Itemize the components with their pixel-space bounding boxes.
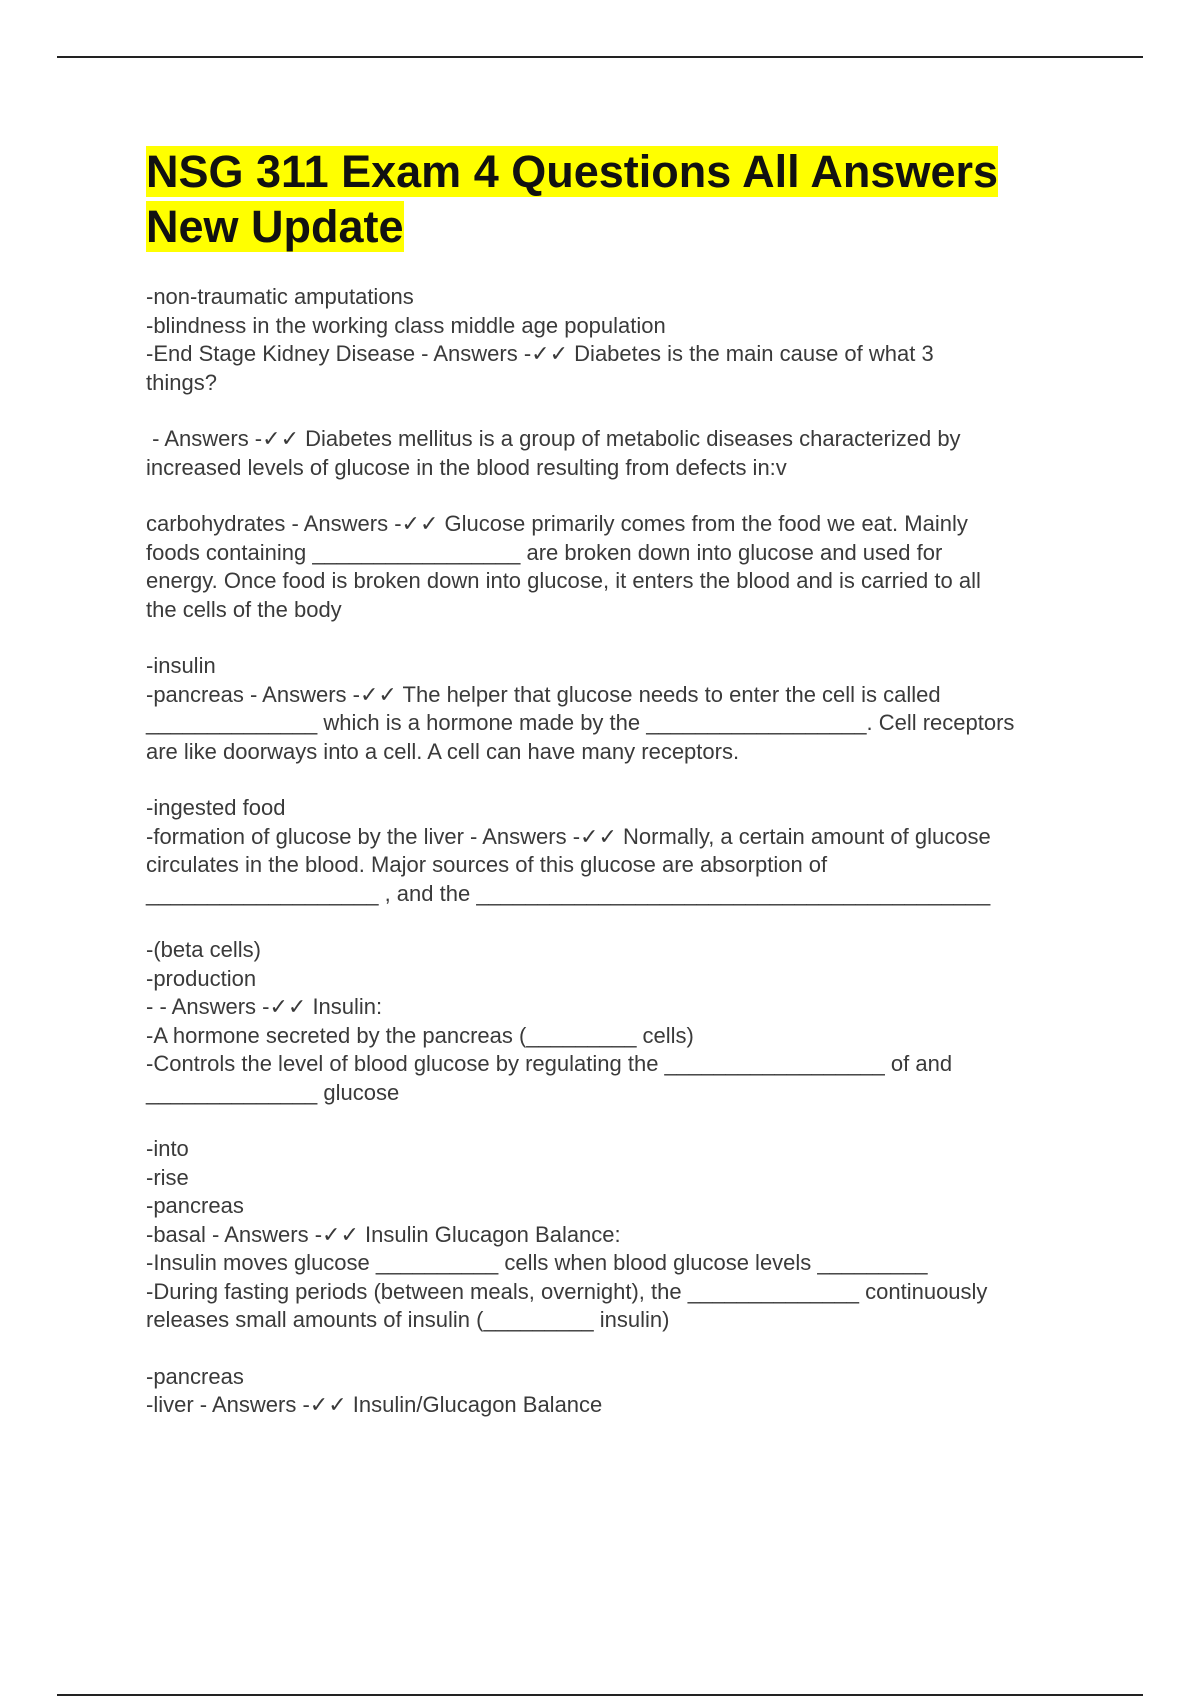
text-line: circulates in the blood. Major sources of this glucose are absorption of xyxy=(146,852,828,877)
text-line: -production xyxy=(146,965,257,991)
text-line: foods containing _________________ are broken down into glucose and used for xyxy=(146,539,943,565)
text-line: -A hormone secreted by the pancreas (_________ cells) xyxy=(146,1022,694,1048)
bottom-rule xyxy=(57,1694,1143,1696)
text-line: -Insulin moves glucose __________ cells when blood glucose levels _________ xyxy=(146,1250,928,1275)
text-line: -During fasting periods (between meals, overnight), the ______________ continuously xyxy=(146,1278,988,1304)
text-line: -End Stage Kidney Disease - Answers -✓✓ Diabetes is the main cause of what 3 xyxy=(146,341,934,366)
text-line: -insulin xyxy=(146,653,216,678)
qa-block xyxy=(146,652,1086,766)
title-line: NSG 311 Exam 4 Questions All Answers xyxy=(146,146,999,197)
text-line: -pancreas xyxy=(146,1193,244,1218)
qa-block xyxy=(146,936,1086,1107)
qa-block xyxy=(146,283,1086,397)
text-line: the cells of the body xyxy=(146,596,342,622)
qa-block xyxy=(146,1135,1086,1335)
top-rule xyxy=(57,56,1143,58)
title-line: New Update xyxy=(146,201,404,252)
text-line: ___________________ , and the __________________________________________ xyxy=(146,880,991,906)
text-line: things? xyxy=(146,369,217,395)
text-line: -(beta cells) xyxy=(146,937,261,962)
text-line: carbohydrates - Answers -✓✓ Glucose primarily comes from the food we eat. Mainly xyxy=(146,511,968,536)
qa-block xyxy=(146,1363,1086,1420)
text-line: -pancreas - Answers -✓✓ The helper that glucose needs to enter the cell is called xyxy=(146,681,941,707)
text-line: -into xyxy=(146,1136,189,1161)
text-line: -ingested food xyxy=(146,795,286,820)
text-line: ______________ which is a hormone made by the __________________. Cell receptors xyxy=(146,710,1015,735)
text-line: -Controls the level of blood glucose by regulating the __________________ of and xyxy=(146,1051,953,1076)
qa-block xyxy=(146,510,1086,624)
qa-block xyxy=(146,425,1086,482)
text-line: -non-traumatic amputations xyxy=(146,284,414,309)
text-line: - Answers -✓✓ Diabetes mellitus is a group of metabolic diseases characterized by xyxy=(146,426,961,451)
text-line: are like doorways into a cell. A cell can have many receptors. xyxy=(146,738,740,764)
text-line: - - Answers -✓✓ Insulin: xyxy=(146,994,383,1019)
text-line: -liver - Answers -✓✓ Insulin/Glucagon Balance xyxy=(146,1392,603,1417)
document-body xyxy=(146,144,1086,1448)
text-line: ______________ glucose xyxy=(146,1079,400,1105)
document-title xyxy=(146,144,1086,254)
text-line: -pancreas xyxy=(146,1363,244,1389)
text-line: energy. Once food is broken down into glucose, it enters the blood and is carried to all xyxy=(146,568,981,593)
text-line: -formation of glucose by the liver - Answers -✓✓ Normally, a certain amount of glucose xyxy=(146,823,991,849)
qa-blocks xyxy=(146,283,1086,1420)
text-line: -blindness in the working class middle age population xyxy=(146,312,666,338)
text-line: increased levels of glucose in the blood resulting from defects in:v xyxy=(146,454,787,480)
text-line: -basal - Answers -✓✓ Insulin Glucagon Balance: xyxy=(146,1221,621,1247)
qa-block xyxy=(146,794,1086,908)
text-line: releases small amounts of insulin (_________ insulin) xyxy=(146,1307,670,1332)
text-line: -rise xyxy=(146,1164,189,1190)
